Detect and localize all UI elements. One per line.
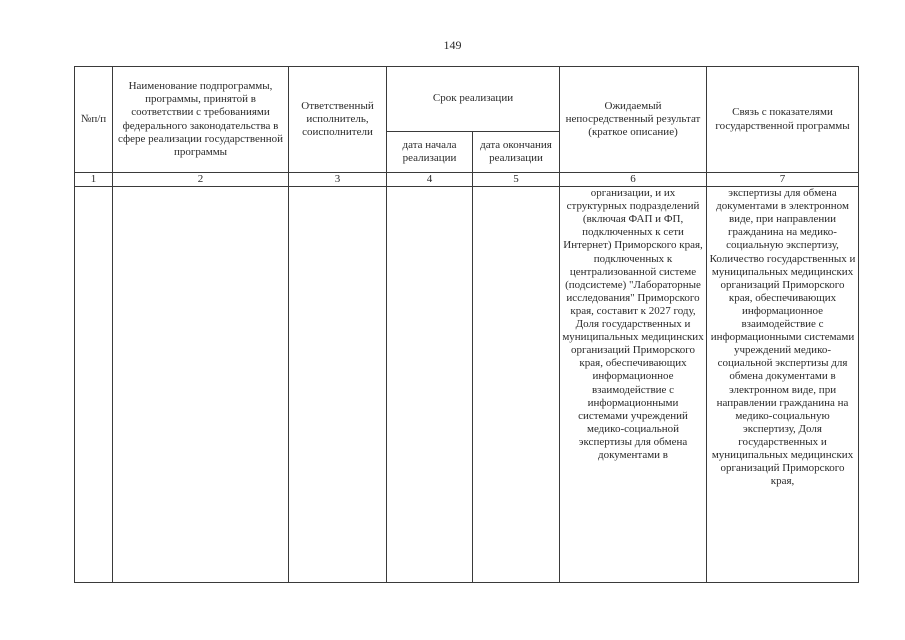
column-number: 2 xyxy=(113,173,289,187)
row-start-date-cell xyxy=(387,187,473,583)
header-term: Срок реализации xyxy=(387,67,560,132)
header-executor: Ответственный исполнитель, соисполнители xyxy=(289,67,387,173)
column-number: 5 xyxy=(473,173,560,187)
header-indicators-link: Связь с показателями государственной программы xyxy=(707,67,859,173)
column-number: 3 xyxy=(289,173,387,187)
row-end-date-cell xyxy=(473,187,560,583)
table-row xyxy=(75,187,859,583)
row-executor-cell xyxy=(289,187,387,583)
header-start-date: дата начала реализации xyxy=(387,132,473,173)
row-indicators-cell: экспертизы для обмена документами в электронном виде, при направлении гражданина на медико-социальную экспертизу, Количество государственных и муниципальных медицинских организаций Приморского края, обеспечивающих информационное взаимодействие с информационными системами учреждений медико-социальной экспертизы для обмена документами в электронном виде, при направлении гражданина на медико-социальную экспертизу, Доля государственных и муниципальных медицинских организаций Приморского края, xyxy=(707,187,859,583)
header-subprogram-name: Наименование подпрограммы, программы, принятой в соответствии с требованиями федерального законодательства в сфере реализации государственной программы xyxy=(113,67,289,173)
header-end-date: дата окончания реализации xyxy=(473,132,560,173)
program-table xyxy=(74,66,859,583)
column-number: 1 xyxy=(75,173,113,187)
header-number: №п/п xyxy=(75,67,113,173)
column-number: 7 xyxy=(707,173,859,187)
row-number-cell xyxy=(75,187,113,583)
row-subprogram-cell xyxy=(113,187,289,583)
column-number: 6 xyxy=(560,173,707,187)
header-row xyxy=(75,67,859,132)
header-expected-result: Ожидаемый непосредственный результат (краткое описание) xyxy=(560,67,707,173)
column-numbers-row xyxy=(75,173,859,187)
page-number: 149 xyxy=(443,38,462,52)
row-expected-result-cell: организации, и их структурных подразделений (включая ФАП и ФП, подключенных к сети Интернет) Приморского края, подключенных к централизованной системе (подсистеме) "Лабораторные исследования" Приморского края, составит к 2027 году, Доля государственных и муниципальных медицинских организаций Приморского края, обеспечивающих информационное взаимодействие с информационными системами учреждений медико-социальной экспертизы для обмена документами в xyxy=(560,187,707,583)
column-number: 4 xyxy=(387,173,473,187)
